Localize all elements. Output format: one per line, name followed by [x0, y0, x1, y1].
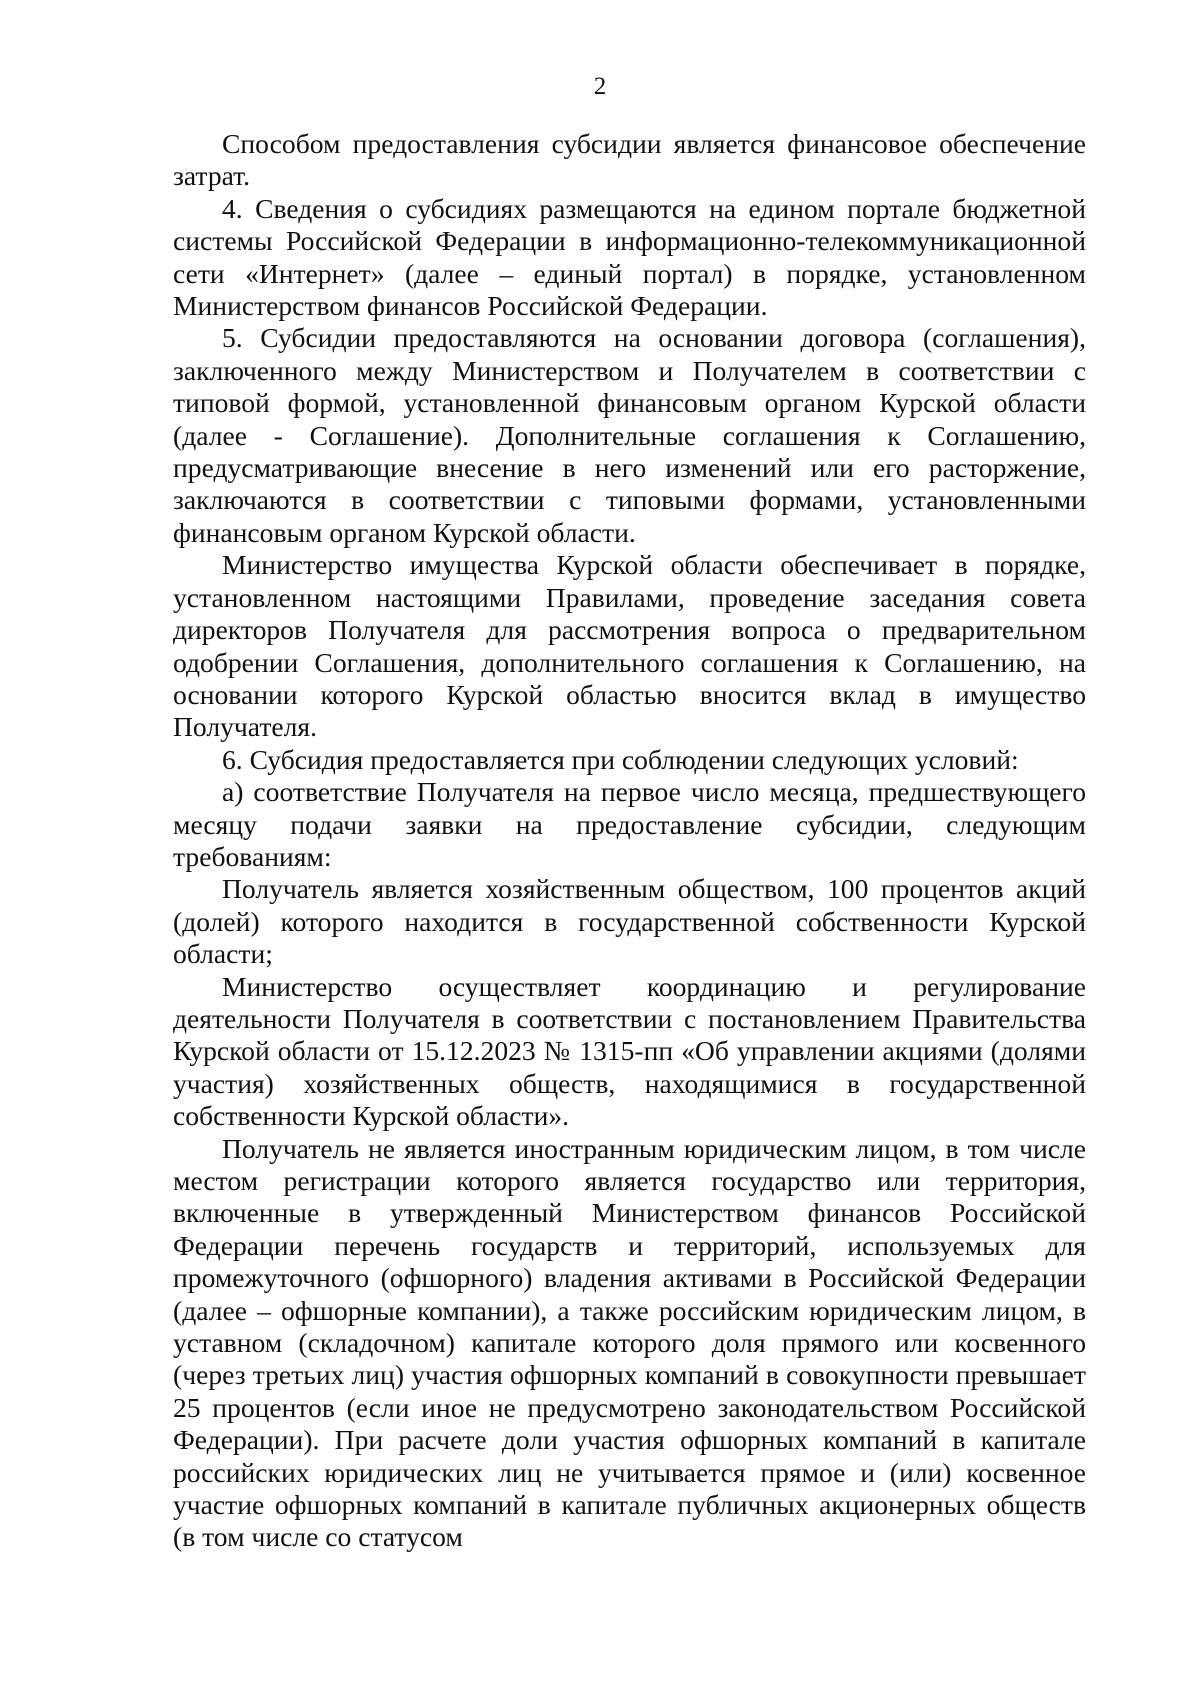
paragraph-recipient-business-company: Получатель является хозяйственным обществом, 100 процентов акций (долей) которого находится в государственной собственности Курской области;: [173, 873, 1086, 970]
paragraph-item-6-conditions: 6. Субсидия предоставляется при соблюдении следующих условий:: [222, 743, 1019, 775]
paragraph-method-of-subsidy: Способом предоставления субсидии является финансовое обеспечение затрат.: [173, 128, 1086, 192]
page-number: 2: [593, 73, 607, 100]
paragraph-item-4-subsidy-info: 4. Сведения о субсидиях размещаются на едином портале бюджетной системы Российской Федерации в информационно-телекоммуникационной сети «Интернет» (далее – единый портал) в порядке, установленном Министерством финансов Российской Федерации.: [173, 192, 1086, 322]
paragraph-not-foreign-entity: Получатель не является иностранным юридическим лицом, в том числе местом регистрации которого является государство или территория, включенные в утвержденный Министерством финансов Российской Федерации перечень государств и территорий, используемых для промежуточного (офшорного) владения активами в Российской Федерации (далее – офшорные компании), а также российским юридическим лицом, в уставном (складочном) капитале которого доля прямого или косвенного (через третьих лиц) участия офшорных компаний в совокупности превышает 25 процентов (если иное не предусмотрено законодательством Российской Федерации). При расчете доли участия офшорных компаний в капитале российских юридических лиц не учитывается прямое и (или) косвенное участие офшорных компаний в капитале публичных акционерных обществ (в том числе со статусом: [173, 1132, 1086, 1553]
paragraph-item-5-agreement: 5. Субсидии предоставляются на основании договора (соглашения), заключенного между Министерством и Получателем в соответствии с типовой формой, установленной финансовым органом Курской области (далее - Соглашение). Дополнительные соглашения к Соглашению, предусматривающие внесение в него изменений или его расторжение, заключаются в соответствии с типовыми формами, установленными финансовым органом Курской области.: [173, 322, 1086, 548]
document-body: [173, 128, 1086, 1554]
paragraph-subitem-a-requirements: а) соответствие Получателя на первое число месяца, предшествующего месяцу подачи заявки на предоставление субсидии, следующим требованиям:: [173, 776, 1086, 872]
paragraph-ministry-of-property: Министерство имущества Курской области обеспечивает в порядке, установленном настоящими Правилами, проведение заседания совета директоров Получателя для рассмотрения вопроса о предварительном одобрении Соглашения, дополнительного соглашения к Соглашению, на основании которого Курской областью вносится вклад в имущество Получателя.: [173, 549, 1086, 743]
paragraph-ministry-coordination: Министерство осуществляет координацию и регулирование деятельности Получателя в соответствии с постановлением Правительства Курской области от 15.12.2023 № 1315-пп «Об управлении акциями (долями участия) хозяйственных обществ, находящимися в государственной собственности Курской области».: [173, 970, 1086, 1132]
